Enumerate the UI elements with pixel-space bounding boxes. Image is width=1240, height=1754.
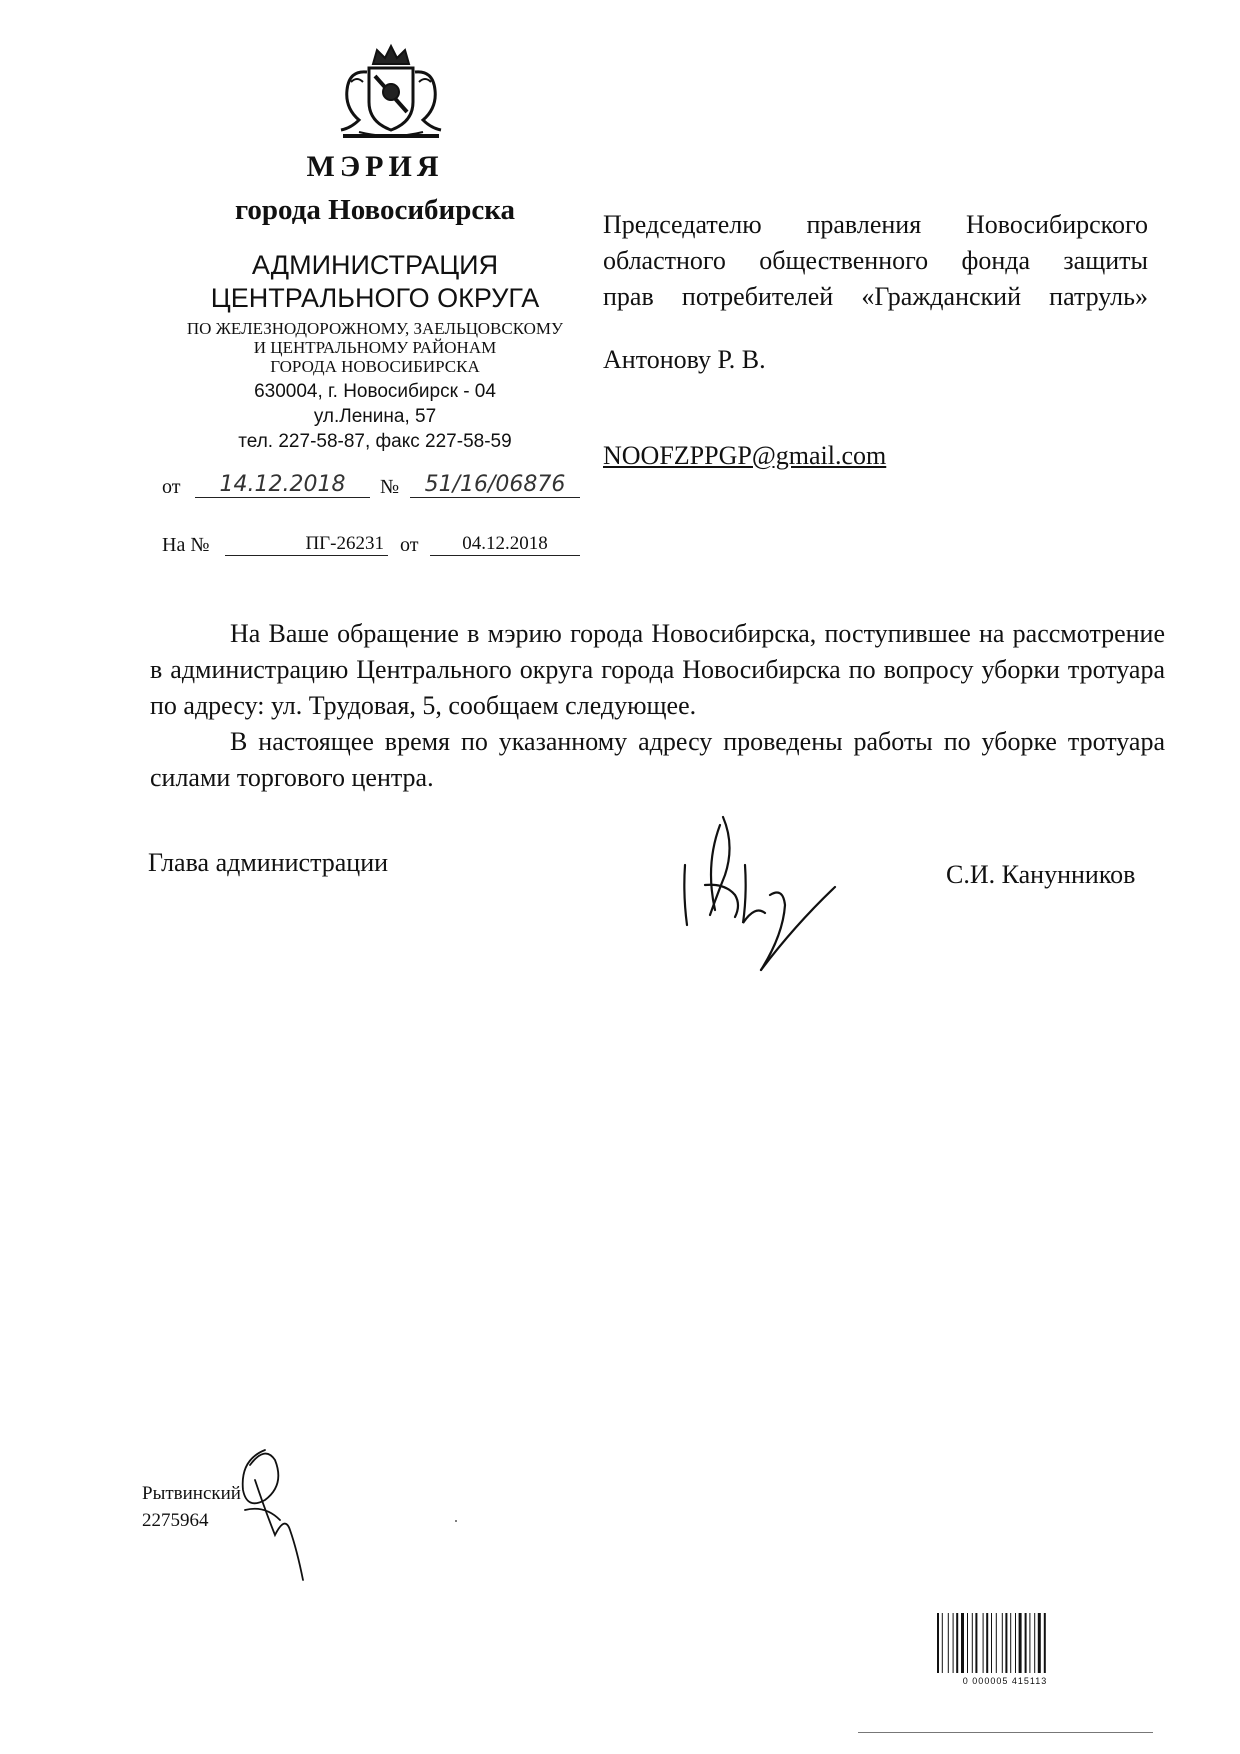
barcode-icon <box>935 1613 1073 1673</box>
executor-phone: 2275964 <box>142 1510 209 1531</box>
reference-number: ПГ-26231 <box>225 533 388 556</box>
reference-date: 04.12.2018 <box>430 533 580 556</box>
addressee-email: NOOFZPPGP@gmail.com <box>603 441 887 470</box>
department-line1: АДМИНИСТРАЦИЯ <box>251 250 499 280</box>
registration-number-label: № <box>380 476 400 498</box>
registration-date: 14.12.2018 <box>195 472 370 498</box>
signatory-title: Глава администрации <box>148 848 389 877</box>
signatory-name: С.И. Канунников <box>946 860 1136 889</box>
body-paragraph2: В настоящее время по указанному адресу проведены работы по уборке тротуара силами торгового центра. <box>150 727 1165 792</box>
districts-line1: ПО ЖЕЛЕЗНОДОРОЖНОМУ, ЗАЕЛЬЦОВСКОМУ <box>186 319 564 338</box>
addressee-line2: областного общественного фонда защиты <box>603 246 1148 275</box>
barcode-number: 0 000005 415113 <box>962 1676 1048 1686</box>
addressee-name: Антонову Р. В. <box>603 345 766 374</box>
body-paragraph1: На Ваше обращение в мэрию города Новосибирска, поступившее на рассмотрение в администрацию Центрального округа города Новосибирска по вопросу уборки тротуара по адресу: ул. Трудовая, 5, сообщаем следующее. <box>150 619 1165 720</box>
org-phone: тел. 227-58-87, факс 227-58-59 <box>238 431 512 452</box>
org-city: города Новосибирска <box>234 194 516 226</box>
coat-of-arms-icon <box>329 42 453 144</box>
registration-from-label: от <box>162 476 181 498</box>
reference-from-label: от <box>400 534 419 556</box>
districts-line2: И ЦЕНТРАЛЬНОМУ РАЙОНАМ <box>253 338 497 357</box>
districts-line3: ГОРОДА НОВОСИБИРСКА <box>270 357 480 376</box>
reference-label: На № <box>162 534 210 556</box>
executor-name: Рытвинский <box>142 1483 241 1504</box>
org-address-line2: ул.Ленина, 57 <box>313 406 437 427</box>
executor-signature-icon <box>235 1440 325 1610</box>
scan-speck <box>455 1520 457 1522</box>
addressee-line1: Председателю правления Новосибирского <box>603 210 1148 239</box>
divider-line <box>858 1732 1153 1733</box>
handwritten-signature-icon <box>665 805 840 980</box>
org-address-line1: 630004, г. Новосибирск - 04 <box>254 381 496 402</box>
department-line2: ЦЕНТРАЛЬНОГО ОКРУГА <box>210 283 540 313</box>
org-title: МЭРИЯ <box>306 150 444 183</box>
registration-number: 51/16/06876 <box>410 472 580 498</box>
addressee-line3: прав потребителей «Гражданский патруль» <box>603 282 1148 311</box>
